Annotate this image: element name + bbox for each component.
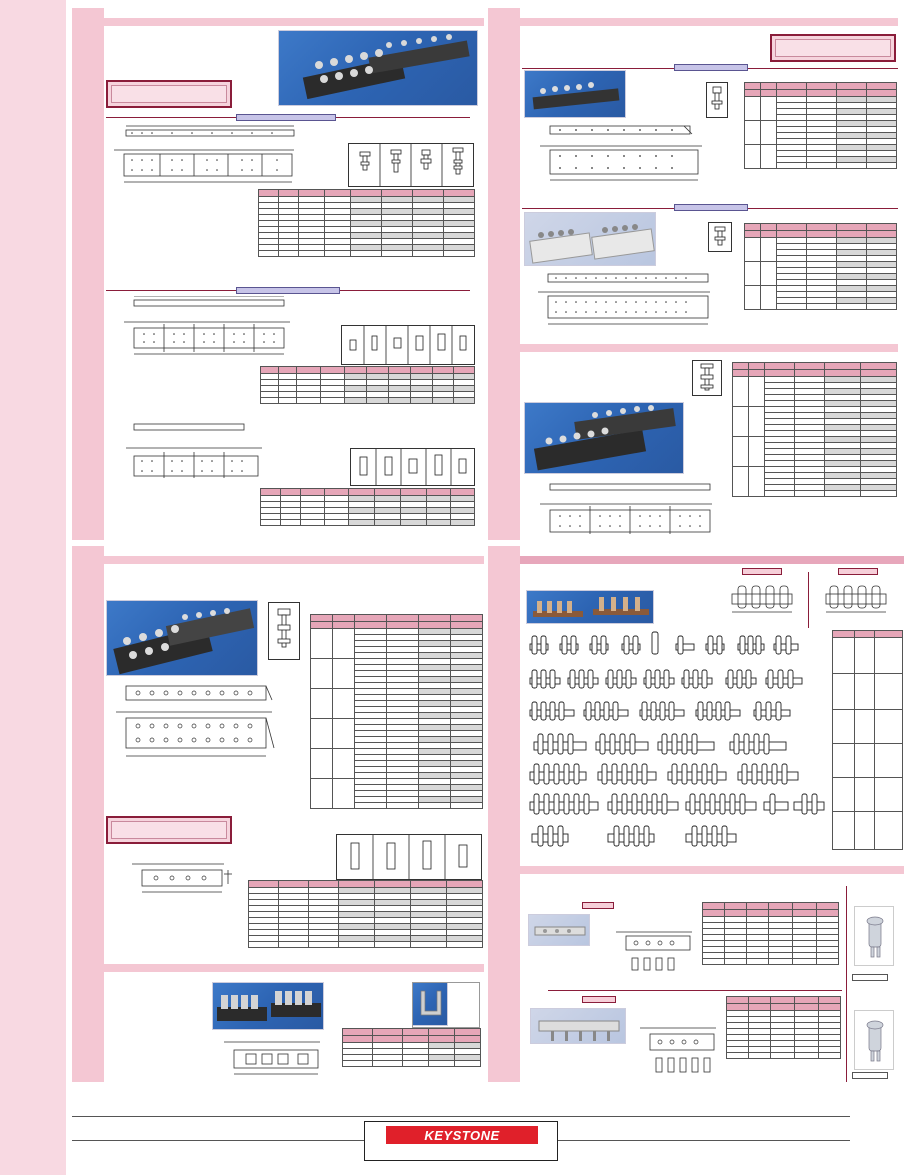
section-header-band (104, 964, 484, 972)
product-photo-turret-terminal (854, 906, 894, 966)
series-label-tag (852, 1072, 888, 1079)
turret-strip-variants-grid (526, 628, 826, 850)
section-header-band (520, 556, 904, 564)
page-margin-strip (0, 0, 66, 1175)
product-photo-terminal-strip (524, 70, 626, 118)
section-header-band (520, 344, 898, 352)
product-photo-terminal-strips (212, 982, 324, 1030)
product-photo-terminal-strips-stacked (524, 402, 684, 474)
technical-drawing-lug-strip-a (612, 926, 698, 976)
hardware-icon-strip (336, 834, 482, 880)
technical-drawing-strip-b (120, 296, 300, 358)
technical-drawing-strip-i (220, 1034, 330, 1080)
series-label-tag (582, 902, 614, 909)
technical-drawing-turret-a (718, 576, 808, 616)
series-label-tag (674, 204, 748, 211)
spec-table-a (258, 189, 475, 257)
section-header-band (520, 18, 898, 26)
product-photo-terminal-strip-silver (524, 212, 656, 266)
product-photo-solder-lug-strip (530, 1008, 626, 1044)
standoff-icon (692, 360, 722, 396)
divider-rule (808, 572, 809, 628)
technical-drawing-strip-g (112, 678, 302, 770)
spec-table-e (744, 223, 897, 310)
spec-table-f (732, 362, 897, 497)
spec-table-d (744, 82, 897, 169)
section-tab-bottom-right (488, 546, 520, 1082)
series-label-tag (236, 287, 340, 294)
spec-table-i (342, 1028, 481, 1067)
series-label-tag (852, 974, 888, 981)
series-label-tag (236, 114, 336, 121)
keystone-logo (386, 1126, 538, 1144)
technical-drawing-turret-b (814, 576, 904, 616)
technical-drawing-strip-h (128, 856, 238, 896)
technical-drawing-lug-strip-b (636, 1022, 724, 1078)
standoff-icon (268, 602, 300, 660)
standoff-icon (706, 82, 728, 118)
bracket-icon-frame (412, 982, 480, 1028)
spec-table-h (248, 880, 483, 948)
spec-table-lug-a (702, 902, 839, 965)
section-title-box (106, 80, 232, 108)
hardware-icon-strip (350, 448, 475, 486)
divider-rule (846, 886, 847, 1082)
spec-table-b (260, 366, 475, 404)
section-tab-bottom-left (72, 546, 104, 1082)
product-photo-terminal-strips (278, 30, 478, 106)
spec-table-g (310, 614, 483, 809)
product-photo-terminal-strips (106, 600, 258, 676)
technical-drawing-strip-a (112, 124, 302, 188)
series-label-tag (674, 64, 748, 71)
series-label-tag (838, 568, 878, 575)
product-photo-solder-lug-strip (528, 914, 590, 946)
keystone-logo-text: KEYSTONE (424, 1127, 500, 1143)
spec-table-c (260, 488, 475, 526)
section-tab-top-left (72, 8, 104, 540)
technical-drawing-strip-e (534, 266, 714, 328)
section-tab-top-right (488, 8, 520, 540)
technical-drawing-strip-d (536, 120, 706, 186)
section-header-band (104, 556, 484, 564)
spec-table-turret (832, 630, 903, 850)
product-photo-turret-strips (526, 590, 654, 624)
series-label-tag (582, 996, 616, 1003)
series-label-tag (742, 568, 782, 575)
section-header-band (520, 866, 904, 874)
spec-table-lug-b (726, 996, 841, 1059)
hardware-icon-strip (348, 143, 474, 187)
hardware-icon-strip (341, 325, 475, 365)
product-photo-turret-terminal (854, 1010, 894, 1070)
technical-drawing-strip-c (122, 420, 272, 482)
divider-rule (548, 990, 842, 991)
standoff-icon (708, 222, 732, 252)
section-title-box (106, 816, 232, 844)
technical-drawing-strip-f (536, 476, 716, 540)
section-title-box (770, 34, 896, 62)
footer-rule-top (72, 1116, 850, 1117)
section-header-band (104, 18, 484, 26)
